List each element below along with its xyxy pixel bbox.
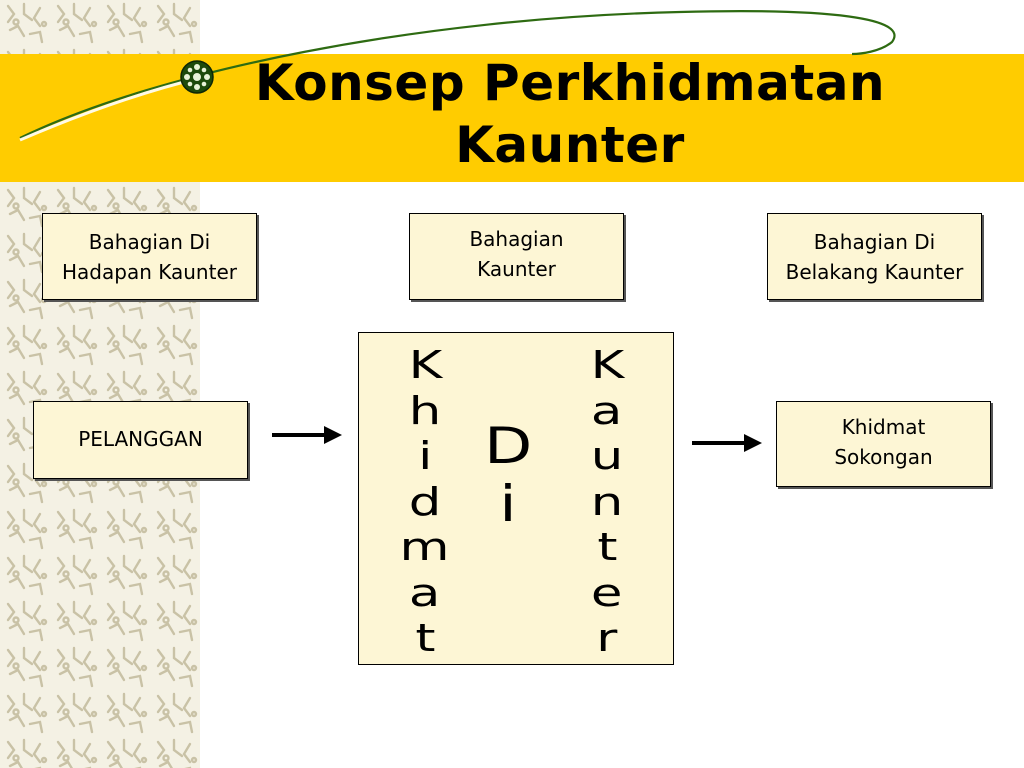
arrow-right-icon xyxy=(272,422,344,448)
column-di-letter: i xyxy=(499,475,517,533)
column-khidmat-letter: m xyxy=(400,525,450,569)
column-di-letter: D xyxy=(483,417,533,475)
column-kaunter-letter: a xyxy=(591,388,623,433)
column-kaunter-letter: n xyxy=(590,479,624,524)
column-khidmat-letter: h xyxy=(408,388,442,433)
column-kaunter-letter: K xyxy=(590,343,624,387)
customer-box xyxy=(33,401,248,479)
header-front-counter xyxy=(42,213,257,300)
column-khidmat-letter: d xyxy=(408,479,442,524)
support-service-line1: Khidmat xyxy=(841,415,926,439)
column-kaunter-letter: u xyxy=(590,434,624,478)
support-service-line2: Sokongan xyxy=(834,445,933,469)
header-counter xyxy=(409,213,624,300)
column-kaunter xyxy=(587,343,627,662)
header-back-line2: Belakang Kaunter xyxy=(785,260,964,284)
header-back-line1: Bahagian Di xyxy=(813,230,936,254)
slide-title-line1: Konsep Perkhidmatan xyxy=(254,54,886,112)
header-back-counter xyxy=(767,213,982,300)
counter-service-box xyxy=(358,332,674,665)
column-khidmat-letter: a xyxy=(409,570,441,615)
column-khidmat-letter: t xyxy=(414,616,436,660)
header-counter-line1: Bahagian xyxy=(469,227,564,251)
column-khidmat-letter: K xyxy=(408,343,442,387)
header-front-line2: Hadapan Kaunter xyxy=(62,260,237,284)
arrow-right-icon xyxy=(692,430,764,456)
support-service-box xyxy=(776,401,991,487)
column-kaunter-letter: t xyxy=(596,525,618,569)
slide-title-line2: Kaunter xyxy=(455,116,685,174)
customer-label: PELANGGAN xyxy=(78,427,203,451)
header-front-line1: Bahagian Di xyxy=(88,230,211,254)
column-khidmat-letter: i xyxy=(417,434,433,478)
column-di xyxy=(483,417,533,533)
column-kaunter-letter: e xyxy=(591,570,623,615)
header-counter-line2: Kaunter xyxy=(477,257,556,281)
slide-title xyxy=(210,52,930,176)
column-kaunter-letter: r xyxy=(596,616,618,660)
column-khidmat xyxy=(400,343,450,662)
